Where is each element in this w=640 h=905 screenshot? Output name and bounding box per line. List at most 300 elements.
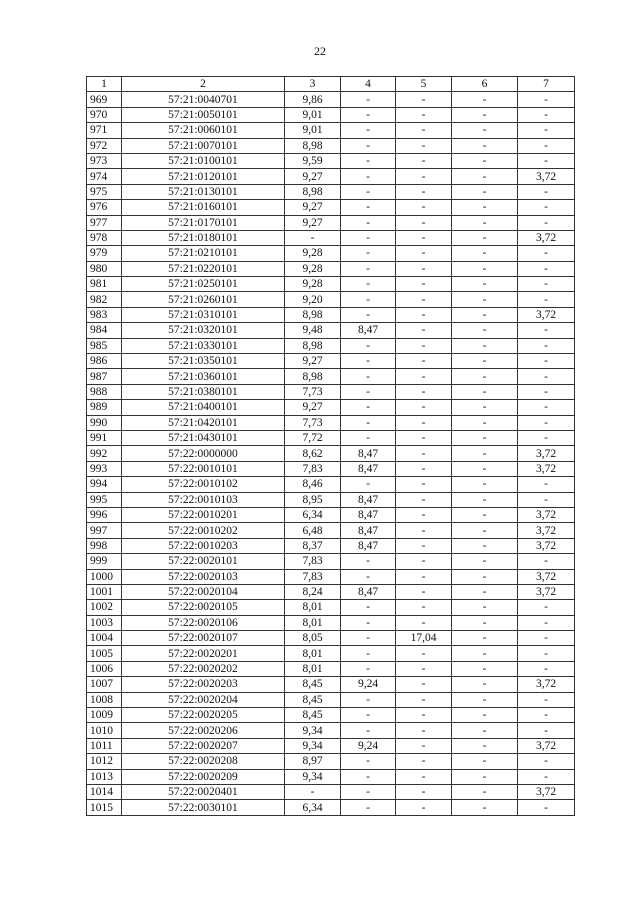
table-body bbox=[87, 92, 575, 815]
table-cell-col-2: 57:22:0020104 bbox=[122, 584, 285, 599]
table-cell-col-7: - bbox=[518, 246, 575, 261]
table-cell-col-7: - bbox=[518, 123, 575, 138]
table-cell-col-6: - bbox=[452, 169, 518, 184]
table-row bbox=[87, 538, 575, 553]
table-cell-col-5: - bbox=[396, 230, 452, 245]
table-cell-col-4: - bbox=[341, 92, 396, 107]
table-cell-col-6: - bbox=[452, 415, 518, 430]
table-cell-col-3: 9,34 bbox=[285, 738, 341, 753]
table-cell-col-1: 994 bbox=[87, 477, 122, 492]
table-cell-col-6: - bbox=[452, 784, 518, 799]
table-cell-col-6: - bbox=[452, 338, 518, 353]
table-cell-col-4: 8,47 bbox=[341, 446, 396, 461]
table-cell-col-6: - bbox=[452, 646, 518, 661]
table-cell-col-3: 9,27 bbox=[285, 200, 341, 215]
table-cell-col-3: 6,34 bbox=[285, 800, 341, 815]
table-cell-col-2: 57:21:0260101 bbox=[122, 292, 285, 307]
table-cell-col-1: 998 bbox=[87, 538, 122, 553]
table-cell-col-5: - bbox=[396, 769, 452, 784]
table-cell-col-3: 8,45 bbox=[285, 692, 341, 707]
table-cell-col-5: - bbox=[396, 107, 452, 122]
table-cell-col-1: 982 bbox=[87, 292, 122, 307]
table-cell-col-1: 975 bbox=[87, 184, 122, 199]
table-row bbox=[87, 507, 575, 522]
table-cell-col-2: 57:21:0430101 bbox=[122, 430, 285, 445]
table-cell-col-7: - bbox=[518, 184, 575, 199]
table-cell-col-4: 8,47 bbox=[341, 584, 396, 599]
table-cell-col-2: 57:21:0330101 bbox=[122, 338, 285, 353]
table-cell-col-1: 1006 bbox=[87, 661, 122, 676]
table-cell-col-6: - bbox=[452, 261, 518, 276]
table-cell-col-3: 8,01 bbox=[285, 600, 341, 615]
table-cell-col-3: 9,86 bbox=[285, 92, 341, 107]
table-cell-col-2: 57:21:0180101 bbox=[122, 230, 285, 245]
table-cell-col-6: - bbox=[452, 461, 518, 476]
table-cell-col-5: - bbox=[396, 384, 452, 399]
column-header-5: 5 bbox=[396, 77, 452, 92]
table-row bbox=[87, 200, 575, 215]
table-cell-col-1: 989 bbox=[87, 400, 122, 415]
table-cell-col-3: 9,20 bbox=[285, 292, 341, 307]
table-cell-col-3: 7,83 bbox=[285, 569, 341, 584]
table-cell-col-5: - bbox=[396, 400, 452, 415]
table-cell-col-7: 3,72 bbox=[518, 523, 575, 538]
table-cell-col-2: 57:22:0010102 bbox=[122, 477, 285, 492]
table-cell-col-5: - bbox=[396, 415, 452, 430]
column-header-1: 1 bbox=[87, 77, 122, 92]
table-cell-col-4: - bbox=[341, 200, 396, 215]
table-row bbox=[87, 153, 575, 168]
table-row bbox=[87, 631, 575, 646]
column-header-3: 3 bbox=[285, 77, 341, 92]
table-cell-col-4: 9,24 bbox=[341, 738, 396, 753]
table-row bbox=[87, 246, 575, 261]
table-cell-col-3: 9,27 bbox=[285, 354, 341, 369]
table-cell-col-4: - bbox=[341, 784, 396, 799]
table-cell-col-6: - bbox=[452, 708, 518, 723]
table-cell-col-4: - bbox=[341, 415, 396, 430]
table-row bbox=[87, 615, 575, 630]
table-cell-col-6: - bbox=[452, 369, 518, 384]
table-row bbox=[87, 384, 575, 399]
table-cell-col-1: 990 bbox=[87, 415, 122, 430]
table-cell-col-6: - bbox=[452, 384, 518, 399]
table-cell-col-7: 3,72 bbox=[518, 738, 575, 753]
table-cell-col-5: - bbox=[396, 738, 452, 753]
table-row bbox=[87, 708, 575, 723]
table-cell-col-7: 3,72 bbox=[518, 446, 575, 461]
table-cell-col-5: - bbox=[396, 323, 452, 338]
table-cell-col-2: 57:21:0100101 bbox=[122, 153, 285, 168]
table-cell-col-6: - bbox=[452, 754, 518, 769]
table-cell-col-5: - bbox=[396, 200, 452, 215]
table-cell-col-5: - bbox=[396, 708, 452, 723]
table-cell-col-4: - bbox=[341, 153, 396, 168]
table-cell-col-6: - bbox=[452, 723, 518, 738]
table-cell-col-1: 995 bbox=[87, 492, 122, 507]
table-cell-col-4: - bbox=[341, 277, 396, 292]
table-cell-col-2: 57:22:0020203 bbox=[122, 677, 285, 692]
table-row bbox=[87, 646, 575, 661]
table-cell-col-3: 9,01 bbox=[285, 123, 341, 138]
table-cell-col-5: - bbox=[396, 692, 452, 707]
table-cell-col-2: 57:22:0020209 bbox=[122, 769, 285, 784]
table-cell-col-4: - bbox=[341, 569, 396, 584]
table-cell-col-7: - bbox=[518, 384, 575, 399]
table-cell-col-6: - bbox=[452, 354, 518, 369]
table-cell-col-5: - bbox=[396, 461, 452, 476]
table-row bbox=[87, 415, 575, 430]
table-cell-col-2: 57:22:0020401 bbox=[122, 784, 285, 799]
table-cell-col-6: - bbox=[452, 446, 518, 461]
table-cell-col-1: 980 bbox=[87, 261, 122, 276]
table-cell-col-3: 6,48 bbox=[285, 523, 341, 538]
table-cell-col-7: - bbox=[518, 323, 575, 338]
table-cell-col-3: 9,34 bbox=[285, 723, 341, 738]
table-cell-col-5: - bbox=[396, 477, 452, 492]
table-header-row bbox=[87, 77, 575, 92]
table-row bbox=[87, 554, 575, 569]
table-cell-col-1: 981 bbox=[87, 277, 122, 292]
table-cell-col-2: 57:22:0010202 bbox=[122, 523, 285, 538]
table-cell-col-7: 3,72 bbox=[518, 784, 575, 799]
table-cell-col-6: - bbox=[452, 246, 518, 261]
table-cell-col-7: - bbox=[518, 430, 575, 445]
table-row bbox=[87, 784, 575, 799]
table-cell-col-7: - bbox=[518, 153, 575, 168]
table-cell-col-4: - bbox=[341, 354, 396, 369]
table-cell-col-5: - bbox=[396, 538, 452, 553]
cadastral-table bbox=[86, 76, 575, 816]
table-cell-col-5: - bbox=[396, 307, 452, 322]
table-row bbox=[87, 723, 575, 738]
table-row bbox=[87, 661, 575, 676]
table-cell-col-3: 9,34 bbox=[285, 769, 341, 784]
table-cell-col-1: 996 bbox=[87, 507, 122, 522]
table-cell-col-1: 1011 bbox=[87, 738, 122, 753]
table-cell-col-7: - bbox=[518, 600, 575, 615]
table-row bbox=[87, 138, 575, 153]
table-cell-col-3: 8,45 bbox=[285, 677, 341, 692]
table-cell-col-5: - bbox=[396, 661, 452, 676]
table-cell-col-2: 57:21:0120101 bbox=[122, 169, 285, 184]
table-cell-col-4: 8,47 bbox=[341, 538, 396, 553]
table-cell-col-4: - bbox=[341, 754, 396, 769]
table-cell-col-5: - bbox=[396, 554, 452, 569]
table-cell-col-7: - bbox=[518, 477, 575, 492]
table-cell-col-1: 1008 bbox=[87, 692, 122, 707]
table-cell-col-6: - bbox=[452, 492, 518, 507]
table-cell-col-5: - bbox=[396, 354, 452, 369]
table-cell-col-4: - bbox=[341, 107, 396, 122]
column-header-6: 6 bbox=[452, 77, 518, 92]
table-row bbox=[87, 461, 575, 476]
table-row bbox=[87, 215, 575, 230]
table-cell-col-4: - bbox=[341, 261, 396, 276]
table-cell-col-4: - bbox=[341, 292, 396, 307]
table-cell-col-3: 9,59 bbox=[285, 153, 341, 168]
table-cell-col-5: - bbox=[396, 246, 452, 261]
table-cell-col-7: - bbox=[518, 277, 575, 292]
table-cell-col-5: - bbox=[396, 800, 452, 815]
table-cell-col-5: - bbox=[396, 184, 452, 199]
table-cell-col-6: - bbox=[452, 554, 518, 569]
table-cell-col-5: - bbox=[396, 138, 452, 153]
table-cell-col-1: 972 bbox=[87, 138, 122, 153]
table-cell-col-1: 985 bbox=[87, 338, 122, 353]
table-cell-col-3: - bbox=[285, 784, 341, 799]
table-row bbox=[87, 446, 575, 461]
table-cell-col-1: 984 bbox=[87, 323, 122, 338]
table-cell-col-7: - bbox=[518, 138, 575, 153]
table-cell-col-6: - bbox=[452, 615, 518, 630]
table-cell-col-7: - bbox=[518, 338, 575, 353]
table-cell-col-1: 979 bbox=[87, 246, 122, 261]
table-cell-col-4: - bbox=[341, 554, 396, 569]
table-cell-col-4: - bbox=[341, 307, 396, 322]
table-cell-col-6: - bbox=[452, 123, 518, 138]
table-cell-col-6: - bbox=[452, 92, 518, 107]
table-cell-col-7: - bbox=[518, 92, 575, 107]
table-cell-col-2: 57:22:0000000 bbox=[122, 446, 285, 461]
table-cell-col-7: - bbox=[518, 369, 575, 384]
table-row bbox=[87, 338, 575, 353]
table-cell-col-6: - bbox=[452, 631, 518, 646]
table-row bbox=[87, 307, 575, 322]
table-cell-col-7: - bbox=[518, 800, 575, 815]
table-cell-col-6: - bbox=[452, 277, 518, 292]
table-cell-col-4: - bbox=[341, 477, 396, 492]
table-row bbox=[87, 738, 575, 753]
table-cell-col-5: - bbox=[396, 277, 452, 292]
column-header-7: 7 bbox=[518, 77, 575, 92]
table-cell-col-3: 9,01 bbox=[285, 107, 341, 122]
table-cell-col-3: 8,01 bbox=[285, 646, 341, 661]
table-cell-col-1: 1005 bbox=[87, 646, 122, 661]
table-cell-col-3: 9,27 bbox=[285, 169, 341, 184]
table-cell-col-2: 57:21:0210101 bbox=[122, 246, 285, 261]
table-row bbox=[87, 400, 575, 415]
table-cell-col-2: 57:21:0170101 bbox=[122, 215, 285, 230]
table-cell-col-5: - bbox=[396, 338, 452, 353]
table-cell-col-3: 9,48 bbox=[285, 323, 341, 338]
table-cell-col-3: 6,34 bbox=[285, 507, 341, 522]
table-cell-col-3: 7,72 bbox=[285, 430, 341, 445]
table-cell-col-1: 1003 bbox=[87, 615, 122, 630]
table-cell-col-3: 8,01 bbox=[285, 661, 341, 676]
table-row bbox=[87, 354, 575, 369]
table-cell-col-6: - bbox=[452, 507, 518, 522]
table-cell-col-6: - bbox=[452, 215, 518, 230]
table-cell-col-1: 1010 bbox=[87, 723, 122, 738]
table-cell-col-2: 57:22:0020207 bbox=[122, 738, 285, 753]
table-cell-col-6: - bbox=[452, 738, 518, 753]
table-row bbox=[87, 277, 575, 292]
table-cell-col-7: - bbox=[518, 200, 575, 215]
table-cell-col-2: 57:21:0420101 bbox=[122, 415, 285, 430]
table-cell-col-3: 9,28 bbox=[285, 277, 341, 292]
table-cell-col-2: 57:22:0020208 bbox=[122, 754, 285, 769]
table-cell-col-5: - bbox=[396, 292, 452, 307]
table-cell-col-7: - bbox=[518, 692, 575, 707]
table-cell-col-6: - bbox=[452, 323, 518, 338]
table-cell-col-1: 971 bbox=[87, 123, 122, 138]
table-cell-col-7: - bbox=[518, 646, 575, 661]
table-cell-col-2: 57:22:0020105 bbox=[122, 600, 285, 615]
table-cell-col-5: - bbox=[396, 615, 452, 630]
table-cell-col-4: - bbox=[341, 184, 396, 199]
table-cell-col-7: - bbox=[518, 107, 575, 122]
table-cell-col-7: - bbox=[518, 292, 575, 307]
table-cell-col-5: - bbox=[396, 523, 452, 538]
table-cell-col-2: 57:22:0010101 bbox=[122, 461, 285, 476]
table-cell-col-5: - bbox=[396, 169, 452, 184]
table-row bbox=[87, 230, 575, 245]
table-cell-col-2: 57:21:0350101 bbox=[122, 354, 285, 369]
table-cell-col-6: - bbox=[452, 477, 518, 492]
table-cell-col-4: - bbox=[341, 600, 396, 615]
table-cell-col-6: - bbox=[452, 769, 518, 784]
table-cell-col-3: 8,98 bbox=[285, 138, 341, 153]
table-cell-col-1: 997 bbox=[87, 523, 122, 538]
table-cell-col-4: 8,47 bbox=[341, 492, 396, 507]
table-cell-col-5: - bbox=[396, 507, 452, 522]
table-row bbox=[87, 769, 575, 784]
table-cell-col-7: 3,72 bbox=[518, 461, 575, 476]
table-cell-col-2: 57:22:0020202 bbox=[122, 661, 285, 676]
table-cell-col-1: 1004 bbox=[87, 631, 122, 646]
table-cell-col-4: - bbox=[341, 769, 396, 784]
table-row bbox=[87, 123, 575, 138]
table-cell-col-1: 970 bbox=[87, 107, 122, 122]
table-cell-col-2: 57:22:0030101 bbox=[122, 800, 285, 815]
table-cell-col-3: 8,45 bbox=[285, 708, 341, 723]
table-cell-col-3: 9,28 bbox=[285, 246, 341, 261]
table-cell-col-6: - bbox=[452, 184, 518, 199]
table-cell-col-6: - bbox=[452, 538, 518, 553]
table-cell-col-7: 3,72 bbox=[518, 677, 575, 692]
table-cell-col-3: 8,98 bbox=[285, 338, 341, 353]
table-cell-col-5: - bbox=[396, 754, 452, 769]
table-cell-col-5: - bbox=[396, 677, 452, 692]
table-cell-col-5: - bbox=[396, 430, 452, 445]
table-row bbox=[87, 184, 575, 199]
table-cell-col-1: 977 bbox=[87, 215, 122, 230]
table-cell-col-6: - bbox=[452, 523, 518, 538]
table-cell-col-6: - bbox=[452, 400, 518, 415]
table-cell-col-6: - bbox=[452, 800, 518, 815]
table-cell-col-1: 988 bbox=[87, 384, 122, 399]
table-cell-col-1: 1013 bbox=[87, 769, 122, 784]
table-cell-col-7: - bbox=[518, 723, 575, 738]
table-cell-col-4: - bbox=[341, 708, 396, 723]
table-cell-col-2: 57:22:0010203 bbox=[122, 538, 285, 553]
table-cell-col-4: 8,47 bbox=[341, 523, 396, 538]
table-cell-col-7: - bbox=[518, 661, 575, 676]
table-cell-col-4: - bbox=[341, 615, 396, 630]
table-cell-col-2: 57:21:0310101 bbox=[122, 307, 285, 322]
table-row bbox=[87, 430, 575, 445]
table-cell-col-5: - bbox=[396, 123, 452, 138]
table-cell-col-1: 1000 bbox=[87, 569, 122, 584]
table-row bbox=[87, 600, 575, 615]
table-cell-col-7: - bbox=[518, 708, 575, 723]
table-cell-col-6: - bbox=[452, 307, 518, 322]
table-cell-col-5: - bbox=[396, 153, 452, 168]
table-cell-col-2: 57:22:0010103 bbox=[122, 492, 285, 507]
table-cell-col-7: 3,72 bbox=[518, 569, 575, 584]
table-cell-col-3: 8,24 bbox=[285, 584, 341, 599]
table-cell-col-6: - bbox=[452, 569, 518, 584]
table-cell-col-4: - bbox=[341, 430, 396, 445]
table-cell-col-3: 7,83 bbox=[285, 461, 341, 476]
table-cell-col-1: 991 bbox=[87, 430, 122, 445]
table-cell-col-6: - bbox=[452, 107, 518, 122]
table-cell-col-3: 9,27 bbox=[285, 400, 341, 415]
table-cell-col-5: - bbox=[396, 492, 452, 507]
table-cell-col-2: 57:21:0220101 bbox=[122, 261, 285, 276]
table-cell-col-1: 1007 bbox=[87, 677, 122, 692]
table-cell-col-3: 7,73 bbox=[285, 384, 341, 399]
table-cell-col-3: 8,98 bbox=[285, 307, 341, 322]
table-cell-col-1: 987 bbox=[87, 369, 122, 384]
table-cell-col-7: - bbox=[518, 554, 575, 569]
table-cell-col-6: - bbox=[452, 692, 518, 707]
table-cell-col-3: 7,83 bbox=[285, 554, 341, 569]
table-cell-col-7: - bbox=[518, 631, 575, 646]
table-cell-col-2: 57:21:0130101 bbox=[122, 184, 285, 199]
table-cell-col-5: - bbox=[396, 723, 452, 738]
table-cell-col-1: 1009 bbox=[87, 708, 122, 723]
table-row bbox=[87, 584, 575, 599]
table-cell-col-5: - bbox=[396, 584, 452, 599]
table-cell-col-3: 8,98 bbox=[285, 184, 341, 199]
table-cell-col-2: 57:21:0050101 bbox=[122, 107, 285, 122]
table-cell-col-7: - bbox=[518, 415, 575, 430]
table-cell-col-3: 8,01 bbox=[285, 615, 341, 630]
table-row bbox=[87, 800, 575, 815]
table-row bbox=[87, 569, 575, 584]
table-row bbox=[87, 477, 575, 492]
table-cell-col-6: - bbox=[452, 677, 518, 692]
table-cell-col-2: 57:22:0020106 bbox=[122, 615, 285, 630]
table-cell-col-5: - bbox=[396, 446, 452, 461]
table-row bbox=[87, 754, 575, 769]
table-cell-col-1: 1002 bbox=[87, 600, 122, 615]
table-cell-col-2: 57:22:0020103 bbox=[122, 569, 285, 584]
table-cell-col-4: - bbox=[341, 246, 396, 261]
table-cell-col-3: 7,73 bbox=[285, 415, 341, 430]
table-cell-col-6: - bbox=[452, 153, 518, 168]
table-cell-col-2: 57:21:0160101 bbox=[122, 200, 285, 215]
table-cell-col-1: 969 bbox=[87, 92, 122, 107]
table-cell-col-3: 8,05 bbox=[285, 631, 341, 646]
table-cell-col-4: - bbox=[341, 646, 396, 661]
table-cell-col-2: 57:21:0070101 bbox=[122, 138, 285, 153]
table-cell-col-4: 9,24 bbox=[341, 677, 396, 692]
table-cell-col-1: 986 bbox=[87, 354, 122, 369]
table-cell-col-2: 57:21:0380101 bbox=[122, 384, 285, 399]
table-cell-col-5: - bbox=[396, 784, 452, 799]
table-cell-col-5: - bbox=[396, 215, 452, 230]
table-cell-col-4: - bbox=[341, 400, 396, 415]
table-cell-col-4: - bbox=[341, 169, 396, 184]
table-cell-col-7: - bbox=[518, 754, 575, 769]
table-cell-col-3: - bbox=[285, 230, 341, 245]
page-number: 22 bbox=[314, 44, 326, 58]
table-cell-col-2: 57:22:0020201 bbox=[122, 646, 285, 661]
table-cell-col-7: 3,72 bbox=[518, 538, 575, 553]
